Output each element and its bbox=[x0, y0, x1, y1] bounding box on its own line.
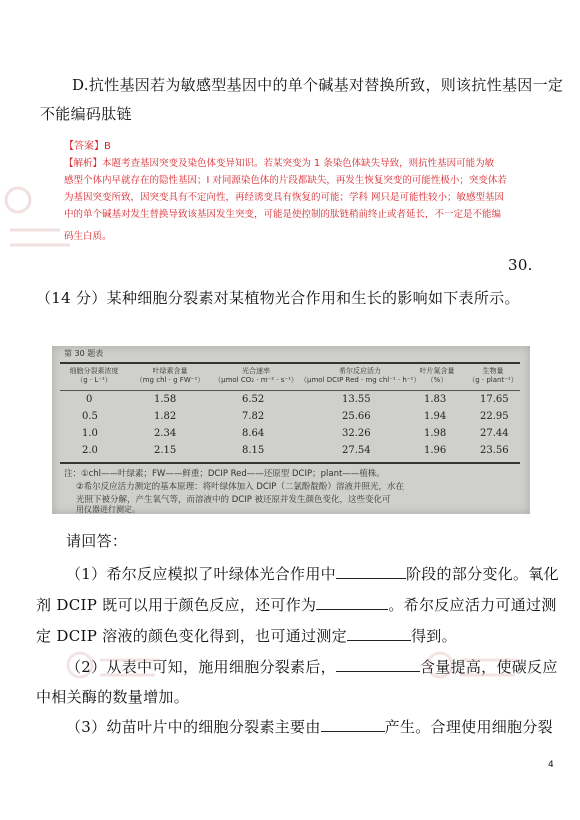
option-d-line1: D.抗性基因若为敏感型基因中的单个碱基对替换所致，则该抗性基因一定 bbox=[72, 76, 564, 94]
answer-label: 【答案】B bbox=[64, 141, 111, 152]
table-cell: 0 bbox=[86, 394, 93, 405]
please-answer: 请回答： bbox=[66, 532, 128, 550]
table-cell: 32.26 bbox=[342, 428, 371, 439]
analysis-line-2: 感型个体内早就存在的隐性基因；I 对同源染色体的片段都缺失，再发生恢复突变的可能性极小；突变体若 bbox=[64, 175, 507, 186]
analysis-line-5: 码生白质。 bbox=[64, 231, 112, 242]
data-table-image bbox=[52, 346, 530, 514]
table-cell: 0.5 bbox=[82, 411, 98, 422]
table-bottom-rule bbox=[60, 462, 520, 464]
analysis-line-1: 【解析】本题考查基因突变及染色体变异知识。若某突变为 1 条染色体缺失导致，则抗性基因可能为敏 bbox=[64, 158, 495, 169]
table-cell: 1.94 bbox=[424, 411, 447, 422]
table-header-rule bbox=[60, 390, 520, 391]
table-header-biomass: 生物量 （g · plant⁻¹） bbox=[468, 367, 518, 384]
watermark-logo-right bbox=[420, 640, 530, 700]
table-cell: 1.58 bbox=[154, 394, 177, 405]
table-cell: 22.95 bbox=[480, 411, 509, 422]
table-cell: 17.65 bbox=[480, 394, 509, 405]
watermark-logo-left bbox=[0, 160, 80, 280]
answer-blank-4[interactable] bbox=[336, 657, 420, 672]
table-cell: 2.34 bbox=[154, 428, 177, 439]
option-d-line2: 不能编码肽链 bbox=[40, 105, 132, 123]
table-header-concentration: 细胞分裂素浓度 （g · L⁻¹） bbox=[69, 367, 119, 384]
q3-line1: （3）幼苗叶片中的细胞分裂素主要由 产生。合理使用细胞分裂 bbox=[66, 718, 553, 736]
table-cell: 1.0 bbox=[82, 428, 98, 439]
table-cell: 13.55 bbox=[342, 394, 371, 405]
answer-blank-5[interactable] bbox=[321, 717, 385, 732]
q1-line3: 定 DCIP 溶液的颜色变化得到，也可通过测定 得到。 bbox=[36, 627, 457, 645]
table-cell: 1.96 bbox=[424, 445, 447, 456]
watermark-logo-bottom bbox=[60, 640, 170, 700]
table-header-chlorophyll: 叶绿素含量 （mg chl · g FW⁻¹） bbox=[135, 367, 205, 384]
question-number: 30. bbox=[508, 256, 533, 274]
table-top-rule bbox=[60, 362, 520, 364]
table-note-1: 注：①chl——叶绿素；FW——鲜重；DCIP Red——还原型 DCIP；plant——植株。 bbox=[64, 469, 385, 479]
answer-blank-2[interactable] bbox=[316, 595, 388, 610]
table-cell: 23.56 bbox=[480, 445, 509, 456]
table-cell: 8.15 bbox=[242, 445, 265, 456]
table-header-hill-reaction: 希尔反应活力 （μmol DCIP Red · mg chl⁻¹ · h⁻¹） bbox=[300, 367, 421, 384]
table-cell: 27.54 bbox=[342, 445, 371, 456]
q2-line1: （2）从表中可知，施用细胞分裂素后， 含量提高，使碳反应 bbox=[66, 658, 558, 676]
table-cell: 1.98 bbox=[424, 428, 447, 439]
table-cell: 6.52 bbox=[242, 394, 265, 405]
table-cell: 25.66 bbox=[342, 411, 371, 422]
analysis-line-3: 为基因突变所致，因突变具有不定向性，再经诱变具有恢复的可能；学科 网只是可能性较小；敏感型基因 bbox=[64, 192, 505, 203]
question-stem: （14 分）某种细胞分裂素对某植物光合作用和生长的影响如下表所示。 bbox=[36, 289, 520, 307]
analysis-line-4: 中的单个碱基对发生替换导致该基因发生突变，可能是使控制的肽链稍前终止或者延长，不一定是不能编 bbox=[64, 209, 502, 220]
table-note-4: 用仪器进行测定。 bbox=[76, 505, 140, 514]
table-cell: 1.83 bbox=[424, 394, 447, 405]
q1-line1: （1）希尔反应模拟了叶绿体光合作用中 阶段的部分变化。氧化 bbox=[66, 565, 559, 583]
table-caption: 第 30 题表 bbox=[64, 349, 104, 358]
table-cell: 2.0 bbox=[82, 445, 98, 456]
table-cell: 1.82 bbox=[154, 411, 177, 422]
table-header-photosynthesis: 光合速率 （μmol CO₂ · m⁻² · s⁻¹） bbox=[214, 367, 298, 384]
table-cell: 8.64 bbox=[242, 428, 265, 439]
answer-blank-3[interactable] bbox=[347, 626, 411, 641]
table-note-3: 光照下被分解，产生氧气等，而溶液中的 DCIP 被还原并发生颜色变化，这些变化可 bbox=[76, 495, 391, 505]
page-number: 4 bbox=[548, 760, 554, 770]
table-header-leaf-nitrogen: 叶片氮含量 （%） bbox=[419, 367, 455, 384]
table-cell: 7.82 bbox=[242, 411, 265, 422]
q2-line2: 中相关酶的数量增加。 bbox=[36, 688, 190, 706]
table-cell: 2.15 bbox=[154, 445, 177, 456]
table-note-2: ②希尔反应活力测定的基本原理：将叶绿体加入 DCIP（二氯酚靛酚）溶液并照光，水在 bbox=[76, 482, 404, 492]
q1-line2: 剂 DCIP 既可以用于颜色反应，还可作为 。希尔反应活力可通过测 bbox=[36, 596, 557, 614]
table-cell: 27.44 bbox=[480, 428, 509, 439]
answer-blank-1[interactable] bbox=[336, 564, 406, 579]
